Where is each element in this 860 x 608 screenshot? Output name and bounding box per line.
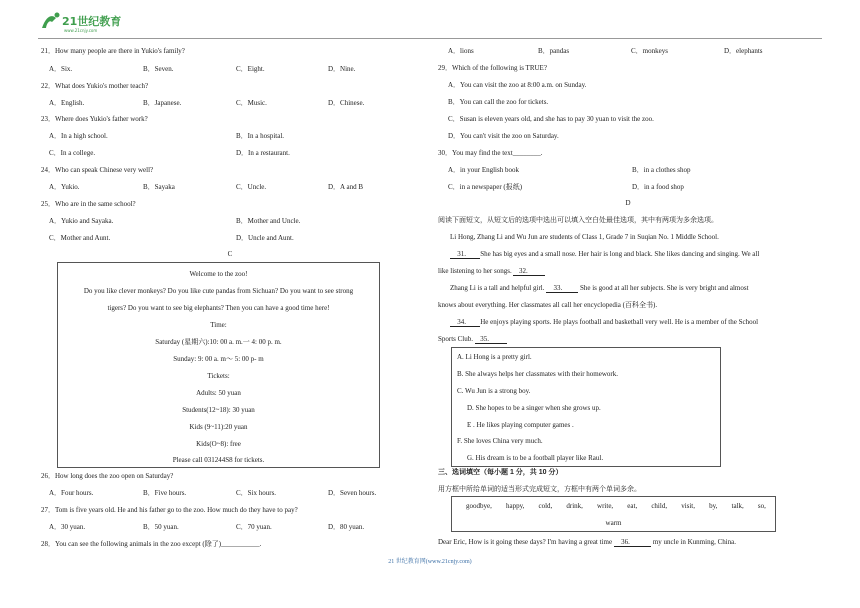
option: C．Music. (236, 99, 267, 107)
d-paragraph: 31. She has big eyes and a small nose. Her hair is long and black. She likes dancing and singing. We all (450, 250, 759, 259)
header-divider (38, 38, 822, 39)
option: B．Sayaka (143, 183, 175, 191)
section-3-title: 三、选词填空（每小题 1 分，共 10 分） (438, 469, 563, 476)
blank-35[interactable]: 35. (475, 335, 507, 344)
blank-36[interactable]: 36. (614, 538, 651, 547)
ad-title: Welcome to the zoo! (189, 270, 248, 278)
ad-saturday: Saturday (星期六):10: 00 a. m.一 4: 00 p. m. (155, 338, 282, 346)
option: B．Japanese. (143, 99, 182, 107)
option: A．Yukio. (49, 183, 80, 191)
option: A．In a high school. (49, 132, 108, 140)
option: C．Six hours. (236, 489, 277, 497)
d-paragraph: Zhang Li is a tall and helpful girl. 33. She is good at all her subjects. She is very bright and almost (450, 284, 749, 292)
d-paragraph: 34. He enjoys playing sports. He plays football and basketball very well. He is a member of the School (450, 318, 758, 327)
d-paragraph: Sports Club. 35. (438, 335, 507, 344)
word: drink, (566, 502, 583, 510)
word: talk, (731, 502, 744, 510)
letter-line: Dear Eric, How is it going these days? I'm having a great time 36. my uncle in Kunming, China. (438, 538, 737, 546)
option: B．Mother and Uncle. (236, 217, 301, 225)
option: B．In a hospital. (236, 132, 285, 140)
ad-adults: Adults: 50 yuan (196, 389, 241, 397)
question-27: 27．Tom is five years old. He and his father go to the zoo. How much do they have to pay? (41, 506, 298, 514)
option: C．In a college. (49, 149, 96, 157)
word-list (466, 502, 766, 511)
option: A．You can visit the zoo at 8:00 a.m. on Sunday. (448, 81, 587, 89)
option: C．in a newspaper (报纸) (448, 183, 523, 191)
option: A．Four hours. (49, 489, 94, 497)
question-23: 23．Where does Yukio's father work? (41, 115, 148, 123)
ad-kids: Kids (9~11):20 yuan (189, 423, 248, 431)
option: A．Six. (49, 65, 73, 73)
option: A．in your English book (448, 166, 519, 174)
option: C．Eight. (236, 65, 265, 73)
option: C．monkeys (631, 47, 668, 55)
ad-paragraph: tigers? Do you want to see big elephants? Then you can have a good time here! (107, 304, 330, 312)
question-29: 29．Which of the following is TRUE? (438, 64, 547, 72)
question-21: 21．How many people are there in Yukio's family? (41, 47, 185, 55)
ad-sunday: Sunday: 9: 00 a. m～ 5: 00 p- m (173, 355, 264, 363)
blank-31[interactable]: 31. (450, 250, 480, 259)
option: A．30 yuan. (49, 523, 86, 531)
blank-33[interactable]: 33. (546, 284, 578, 293)
option: A．English. (49, 99, 85, 107)
ad-tickets-label: Tickets: (207, 372, 230, 380)
section-3-instructions: 用方框中所给单词的适当形式完成短文，方框中有两个单词多余。 (438, 485, 641, 493)
d-paragraph: Li Hong, Zhang Li and Wu Jun are students of Class 1, Grade 7 in Suqian No. 1 Middle School. (450, 233, 719, 241)
blank-34[interactable]: 34. (450, 318, 480, 327)
svg-text:21世纪教育: 21世纪教育 (62, 15, 122, 28)
choice-item: F. She loves China very much. (457, 437, 543, 445)
section-label-d: D (625, 199, 631, 207)
option: C．Uncle. (236, 183, 267, 191)
choice-item: D. She hopes to be a singer when she grows up. (467, 404, 601, 412)
question-22: 22．What does Yukio's mother teach? (41, 82, 149, 90)
choice-item: E . He likes playing computer games . (467, 421, 574, 429)
word: goodbye, (466, 502, 492, 510)
option: C．Susan is eleven years old, and she has to pay 30 yuan to visit the zoo. (448, 115, 654, 123)
word: write, (597, 502, 614, 510)
option: A．lions (448, 47, 474, 55)
choice-item: G. His dream is to be a football player like Raul. (467, 454, 604, 462)
logo-icon (38, 10, 124, 34)
option: D．elephants (724, 47, 763, 55)
option: D．Uncle and Aunt. (236, 234, 294, 242)
d-paragraph: like listening to her songs. 32. (438, 267, 545, 276)
option: D．in a food shop (632, 183, 684, 191)
option: B．Five hours. (143, 489, 187, 497)
question-25: 25．Who are in the same school? (41, 200, 136, 208)
d-paragraph: knows about everything. Her classmates all call her encyclopedia (百科全书). (438, 301, 658, 309)
option: B．pandas (538, 47, 570, 55)
section-label-c: C (227, 250, 233, 258)
choice-item: C. Wu Jun is a strong boy. (457, 387, 531, 395)
option: D．Nine. (328, 65, 356, 73)
option: D．A and B (328, 183, 363, 191)
word: warm (605, 519, 622, 527)
choices-box (451, 347, 721, 467)
option: C．70 yuan. (236, 523, 272, 531)
option: B．Seven. (143, 65, 174, 73)
word: visit, (681, 502, 695, 510)
question-26: 26．How long does the zoo open on Saturday? (41, 472, 174, 480)
ad-time-label: Time: (210, 321, 227, 329)
choice-item: B. She always helps her classmates with their homework. (457, 370, 618, 378)
option: D．In a restaurant. (236, 149, 290, 157)
ad-students: Students(12~18): 30 yuan (182, 406, 255, 414)
word-box (451, 496, 776, 532)
option: A．Yukio and Sayaka. (49, 217, 114, 225)
question-30: 30．You may find the text________. (438, 149, 543, 157)
option: C．Mother and Aunt. (49, 234, 111, 242)
zoo-ad-box (57, 262, 380, 468)
word: cold, (538, 502, 553, 510)
option: D．You can't visit the zoo on Saturday. (448, 132, 559, 140)
option: D．80 yuan. (328, 523, 365, 531)
footer-link[interactable]: 21 世纪教育网(www.21cnjy.com) (388, 559, 472, 565)
option: B．You can call the zoo for tickets. (448, 98, 549, 106)
word: child, (651, 502, 668, 510)
d-instructions: 阅读下面短文，从短文后的选项中选出可以填入空白处最佳选项，其中有两项为多余选项。 (438, 216, 718, 224)
option: B．50 yuan. (143, 523, 179, 531)
blank-32[interactable]: 32. (513, 267, 545, 276)
option: B．in a clothes shop (632, 166, 691, 174)
word: happy, (505, 502, 525, 510)
question-24: 24．Who can speak Chinese very well? (41, 166, 154, 174)
option: D．Chinese. (328, 99, 365, 107)
ad-kids: Kids(O~8): free (196, 440, 241, 448)
word: eat, (627, 502, 638, 510)
ad-call: Please call 031244S8 for tickets. (172, 456, 265, 464)
choice-item: A. Li Hong is a pretty girl. (457, 353, 532, 361)
svg-text:www.21cnjy.com: www.21cnjy.com (64, 28, 98, 33)
question-28: 28．You can see the following animals in the zoo except (除了)___________. (41, 540, 262, 548)
word: so, (757, 502, 766, 510)
option: D．Seven hours. (328, 489, 377, 497)
word: by, (709, 502, 718, 510)
ad-paragraph: Do you like clever monkeys? Do you like cute pandas from Sichuan? Do you want to see strong (83, 287, 354, 295)
